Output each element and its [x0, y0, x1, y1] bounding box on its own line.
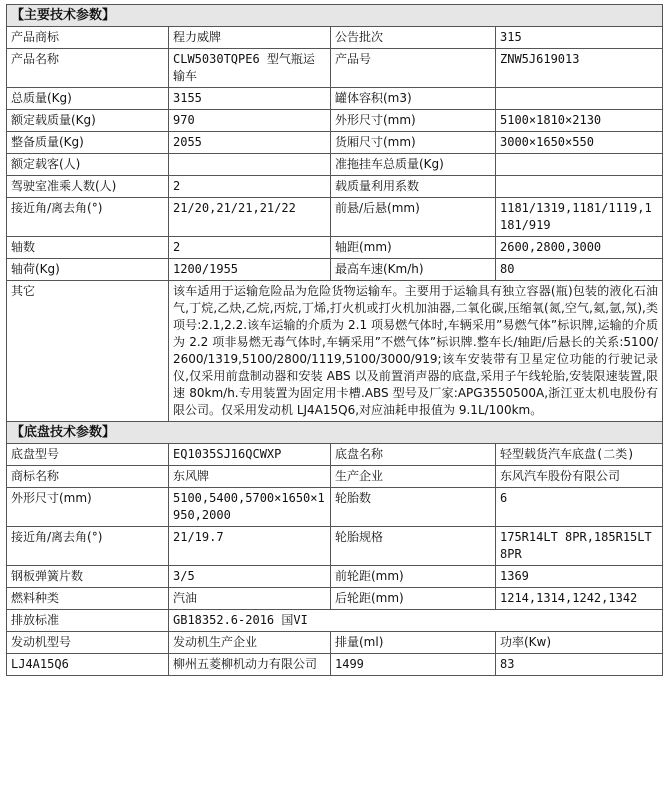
engine-maker-header: 发动机生产企业	[169, 632, 331, 654]
main-spec-row	[7, 88, 663, 110]
spec-label: 产品号	[331, 49, 496, 88]
spec-label: 钢板弹簧片数	[7, 566, 169, 588]
spec-label: 轴荷(Kg)	[7, 259, 169, 281]
chassis-section-header	[7, 422, 663, 444]
spec-value: 6	[496, 488, 663, 527]
spec-value: ZNW5J619013	[496, 49, 663, 88]
main-spec-row	[7, 49, 663, 88]
spec-label: 载质量利用系数	[331, 176, 496, 198]
spec-value: 3155	[169, 88, 331, 110]
emission-row	[7, 610, 663, 632]
spec-value: 1369	[496, 566, 663, 588]
chassis-spec-row	[7, 588, 663, 610]
spec-label: 生产企业	[331, 466, 496, 488]
spec-label: 前轮距(mm)	[331, 566, 496, 588]
main-spec-row	[7, 154, 663, 176]
spec-value: 21/20,21/21,21/22	[169, 198, 331, 237]
chassis-spec-row	[7, 527, 663, 566]
engine-value-row	[7, 654, 663, 676]
spec-value: 21/19.7	[169, 527, 331, 566]
spec-label: 产品名称	[7, 49, 169, 88]
spec-document	[6, 4, 662, 676]
other-text: 该车适用于运输危险品为危险货物运输车。主要用于运输具有独立容器(瓶)包装的液化石油气,丁烷,乙炔,乙烷,丙烷,丁烯,打火机或打火机加油器,二氧化碳,压缩氧(氮,空气,氦,氩,氖),类项号:2.1,2.2.该车运输的介质为 2.1 项易燃气体时,车辆采用”易燃气体”标识牌,运输的介质为 2.2 项非易燃无毒气体时,车辆采用”不燃气体”标识牌.整车长/轴距/后悬长的关系:5100/2600/1319,5100/2800/1119,5100/3000/919;该车安装带有卫星定位功能的行驶记录仪,仅采用前盘制动器和安装 ABS 以及前置消声器的底盘,采用子午线轮胎,安装限速装置,限速 80km/h.专用装置为固定用卡槽.ABS 型号及厂家:APG3550500A,浙江亚太机电股份有限公司。仅采用发动机 LJ4A15Q6,对应油耗申报值为 9.1L/100km。	[169, 281, 663, 422]
spec-label: 整备质量(Kg)	[7, 132, 169, 154]
spec-value: 1200/1955	[169, 259, 331, 281]
spec-label: 后轮距(mm)	[331, 588, 496, 610]
spec-label: 商标名称	[7, 466, 169, 488]
spec-label: 外形尺寸(mm)	[331, 110, 496, 132]
spec-value: 3/5	[169, 566, 331, 588]
other-row	[7, 281, 663, 422]
chassis-spec-row	[7, 488, 663, 527]
spec-label: 前悬/后悬(mm)	[331, 198, 496, 237]
spec-label: 驾驶室准乘人数(人)	[7, 176, 169, 198]
spec-value: CLW5030TQPE6 型气瓶运输车	[169, 49, 331, 88]
spec-value: 东风牌	[169, 466, 331, 488]
spec-label: 燃料种类	[7, 588, 169, 610]
chassis-spec-row	[7, 566, 663, 588]
spec-label: 货厢尺寸(mm)	[331, 132, 496, 154]
spec-value: 1181/1319,1181/1119,1181/919	[496, 198, 663, 237]
spec-value: 175R14LT 8PR,185R15LT 8PR	[496, 527, 663, 566]
spec-label: 最高车速(Km/h)	[331, 259, 496, 281]
engine-model-header: 发动机型号	[7, 632, 169, 654]
other-label: 其它	[7, 281, 169, 422]
spec-value: 5100,5400,5700×1650×1950,2000	[169, 488, 331, 527]
spec-label: 底盘型号	[7, 444, 169, 466]
spec-value: EQ1035SJ16QCWXP	[169, 444, 331, 466]
emission-label: 排放标准	[7, 610, 169, 632]
spec-label: 轮胎规格	[331, 527, 496, 566]
chassis-spec-row	[7, 444, 663, 466]
spec-label: 接近角/离去角(°)	[7, 527, 169, 566]
spec-value: 970	[169, 110, 331, 132]
main-spec-row	[7, 259, 663, 281]
spec-value	[496, 176, 663, 198]
power-header: 功率(Kw)	[496, 632, 663, 654]
spec-label: 接近角/离去角(°)	[7, 198, 169, 237]
spec-label: 准拖挂车总质量(Kg)	[331, 154, 496, 176]
main-section-title: 【主要技术参数】	[7, 5, 663, 27]
spec-label: 额定载质量(Kg)	[7, 110, 169, 132]
spec-value: 315	[496, 27, 663, 49]
spec-label: 公告批次	[331, 27, 496, 49]
spec-value: 2	[169, 176, 331, 198]
spec-label: 罐体容积(m3)	[331, 88, 496, 110]
spec-value	[496, 154, 663, 176]
spec-value: 80	[496, 259, 663, 281]
main-spec-row	[7, 110, 663, 132]
main-spec-row	[7, 132, 663, 154]
main-spec-row	[7, 27, 663, 49]
displacement-value: 1499	[331, 654, 496, 676]
chassis-spec-row	[7, 466, 663, 488]
spec-value: 1214,1314,1242,1342	[496, 588, 663, 610]
spec-label: 外形尺寸(mm)	[7, 488, 169, 527]
emission-value: GB18352.6-2016 国VI	[169, 610, 663, 632]
spec-value: 5100×1810×2130	[496, 110, 663, 132]
spec-label: 总质量(Kg)	[7, 88, 169, 110]
engine-header-row	[7, 632, 663, 654]
spec-label: 底盘名称	[331, 444, 496, 466]
spec-value: 东风汽车股份有限公司	[496, 466, 663, 488]
spec-value: 程力威牌	[169, 27, 331, 49]
engine-maker-value: 柳州五菱柳机动力有限公司	[169, 654, 331, 676]
engine-model-value: LJ4A15Q6	[7, 654, 169, 676]
spec-table	[6, 4, 663, 676]
spec-value	[496, 88, 663, 110]
spec-value: 2	[169, 237, 331, 259]
main-spec-row	[7, 237, 663, 259]
spec-value: 2055	[169, 132, 331, 154]
spec-value: 2600,2800,3000	[496, 237, 663, 259]
spec-label: 轮胎数	[331, 488, 496, 527]
main-section-header	[7, 5, 663, 27]
spec-label: 产品商标	[7, 27, 169, 49]
chassis-section-title: 【底盘技术参数】	[7, 422, 663, 444]
spec-value	[169, 154, 331, 176]
spec-label: 额定载客(人)	[7, 154, 169, 176]
power-value: 83	[496, 654, 663, 676]
spec-value: 轻型载货汽车底盘(二类)	[496, 444, 663, 466]
displacement-header: 排量(ml)	[331, 632, 496, 654]
main-spec-row	[7, 198, 663, 237]
spec-value: 3000×1650×550	[496, 132, 663, 154]
spec-label: 轴数	[7, 237, 169, 259]
main-spec-row	[7, 176, 663, 198]
spec-value: 汽油	[169, 588, 331, 610]
spec-label: 轴距(mm)	[331, 237, 496, 259]
